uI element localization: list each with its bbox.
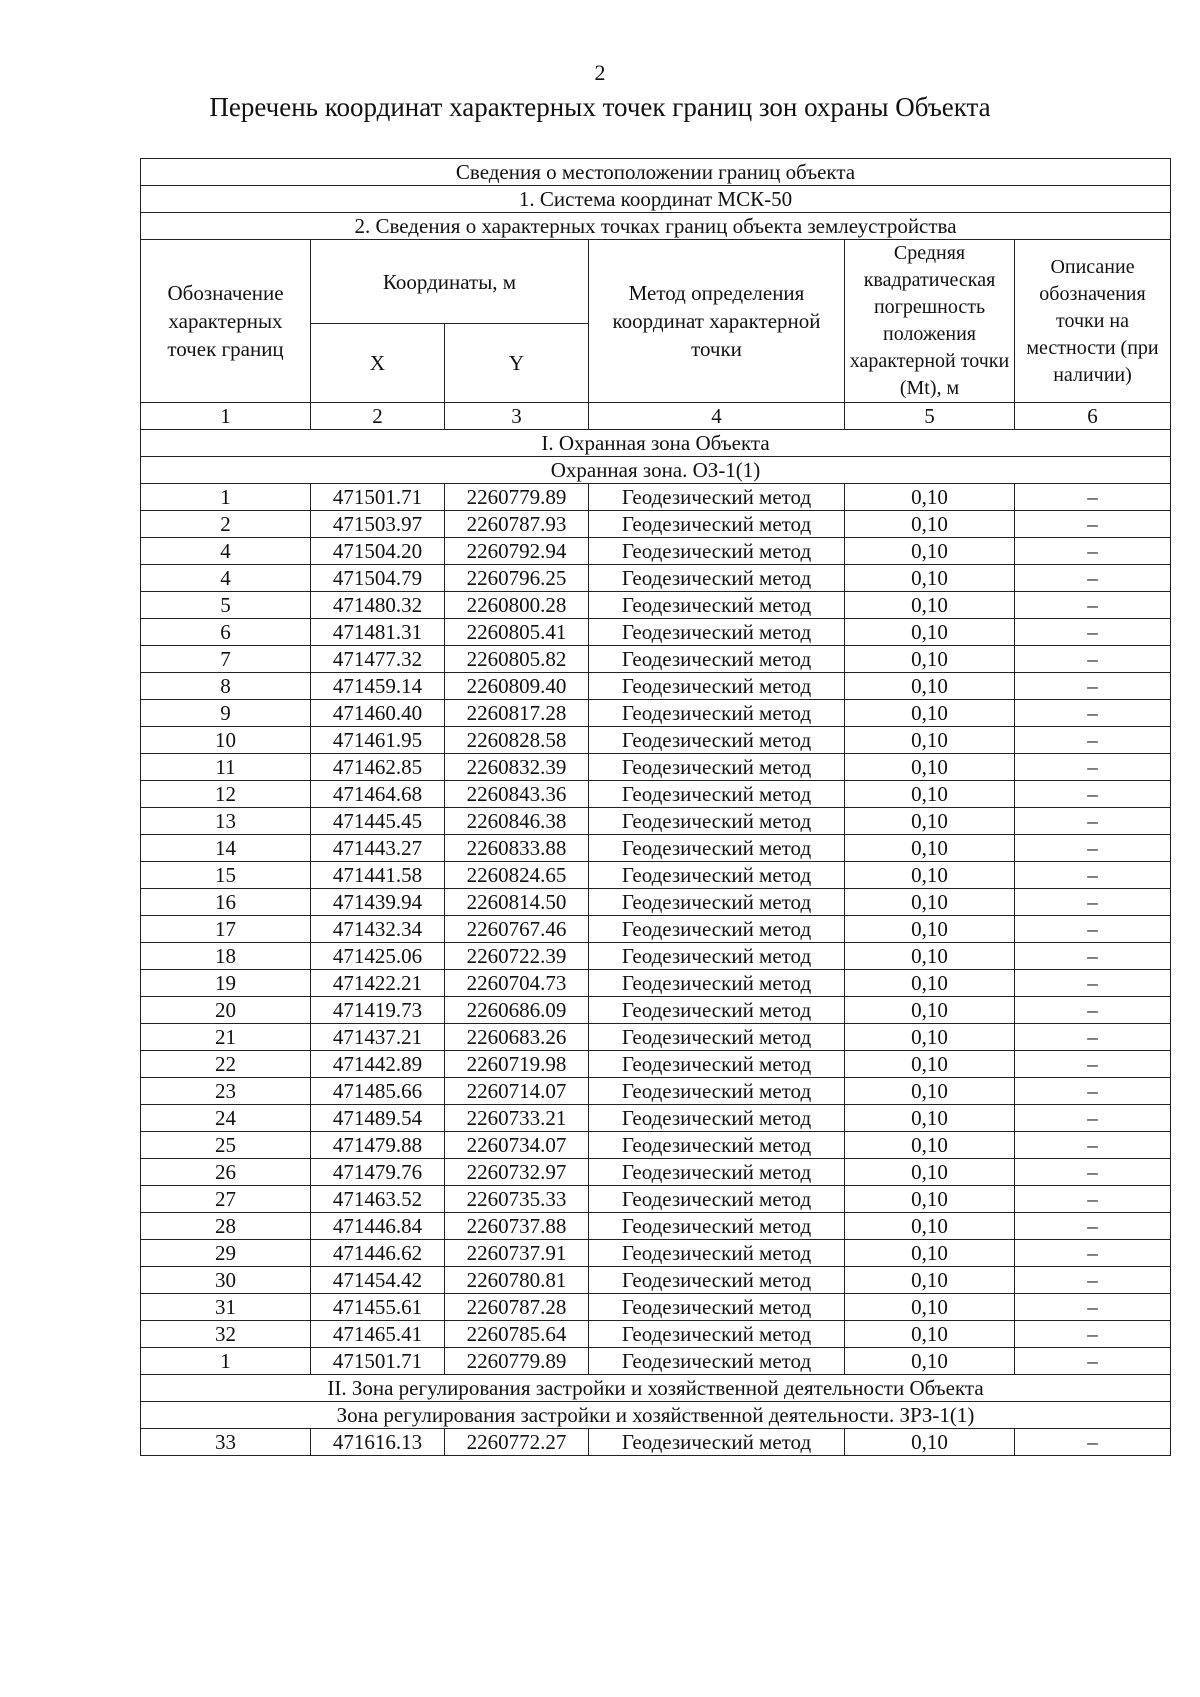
coordinate-x: 471504.79 [311,565,445,592]
description-cell: – [1015,646,1171,673]
coordinate-x: 471463.52 [311,1186,445,1213]
table-row [141,1078,1171,1105]
point-id: 27 [141,1186,311,1213]
mean-error-cell: 0,10 [845,727,1015,754]
table-row [141,943,1171,970]
point-id: 32 [141,1321,311,1348]
point-id: 17 [141,916,311,943]
table-row [141,997,1171,1024]
column-number: 2 [311,403,445,430]
coordinate-y: 2260796.25 [445,565,589,592]
table-row [141,619,1171,646]
coordinate-y: 2260737.91 [445,1240,589,1267]
coordinate-x: 471501.71 [311,484,445,511]
table-row [141,565,1171,592]
coordinate-y: 2260722.39 [445,943,589,970]
table-row [141,1024,1171,1051]
description-cell: – [1015,997,1171,1024]
description-cell: – [1015,1105,1171,1132]
mean-error-cell: 0,10 [845,511,1015,538]
point-id: 6 [141,619,311,646]
coordinate-x: 471489.54 [311,1105,445,1132]
point-id: 24 [141,1105,311,1132]
header-method: Метод определения координат характерной точки [589,240,845,403]
table-row [141,727,1171,754]
description-cell: – [1015,1429,1171,1456]
table-row [141,1132,1171,1159]
table-row [141,754,1171,781]
mean-error-cell: 0,10 [845,1132,1015,1159]
coordinate-y: 2260719.98 [445,1051,589,1078]
coordinate-x: 471504.20 [311,538,445,565]
coordinate-x: 471443.27 [311,835,445,862]
coordinate-y: 2260828.58 [445,727,589,754]
description-cell: – [1015,754,1171,781]
mean-error-cell: 0,10 [845,484,1015,511]
mean-error-cell: 0,10 [845,754,1015,781]
mean-error-cell: 0,10 [845,1024,1015,1051]
point-id: 4 [141,538,311,565]
mean-error-cell: 0,10 [845,1078,1015,1105]
header-y: Y [445,324,589,403]
table-row [141,700,1171,727]
coordinate-y: 2260785.64 [445,1321,589,1348]
coordinate-x: 471616.13 [311,1429,445,1456]
mean-error-cell: 0,10 [845,1213,1015,1240]
method-cell: Геодезический метод [589,997,845,1024]
coordinate-y: 2260805.41 [445,619,589,646]
table-row [141,673,1171,700]
table-row [141,646,1171,673]
method-cell: Геодезический метод [589,808,845,835]
point-id: 28 [141,1213,311,1240]
table-row [141,1267,1171,1294]
coordinate-y: 2260824.65 [445,862,589,889]
section-title: II. Зона регулирования застройки и хозяйственной деятельности Объекта [141,1375,1171,1402]
table-row [141,970,1171,997]
point-id: 10 [141,727,311,754]
page-number: 2 [594,60,606,85]
coordinate-x: 471460.40 [311,700,445,727]
method-cell: Геодезический метод [589,1078,845,1105]
coordinate-y: 2260714.07 [445,1078,589,1105]
table-row [141,1051,1171,1078]
method-cell: Геодезический метод [589,781,845,808]
table-row [141,916,1171,943]
mean-error-cell: 0,10 [845,1348,1015,1375]
method-cell: Геодезический метод [589,646,845,673]
table-row [141,484,1171,511]
mean-error-cell: 0,10 [845,619,1015,646]
mean-error-cell: 0,10 [845,1051,1015,1078]
table-row [141,1240,1171,1267]
coordinate-x: 471441.58 [311,862,445,889]
description-cell: – [1015,970,1171,997]
method-cell: Геодезический метод [589,565,845,592]
mean-error-cell: 0,10 [845,1186,1015,1213]
coordinate-y: 2260733.21 [445,1105,589,1132]
coordinate-x: 471442.89 [311,1051,445,1078]
section-title-row [141,430,1171,457]
point-id: 11 [141,754,311,781]
description-cell: – [1015,484,1171,511]
point-id: 5 [141,592,311,619]
coordinate-x: 471503.97 [311,511,445,538]
banner-points-info: 2. Сведения о характерных точках границ объекта землеустройства [141,213,1171,240]
point-id: 23 [141,1078,311,1105]
coordinate-y: 2260846.38 [445,808,589,835]
description-cell: – [1015,862,1171,889]
table-row [141,1321,1171,1348]
coordinate-x: 471465.41 [311,1321,445,1348]
coordinate-y: 2260792.94 [445,538,589,565]
description-cell: – [1015,808,1171,835]
point-id: 15 [141,862,311,889]
coordinate-x: 471432.34 [311,916,445,943]
method-cell: Геодезический метод [589,862,845,889]
description-cell: – [1015,1348,1171,1375]
table-row [141,1294,1171,1321]
mean-error-cell: 0,10 [845,592,1015,619]
coordinate-x: 471481.31 [311,619,445,646]
coordinate-x: 471445.45 [311,808,445,835]
description-cell: – [1015,565,1171,592]
section-title-row [141,1375,1171,1402]
column-number: 6 [1015,403,1171,430]
coordinate-y: 2260772.27 [445,1429,589,1456]
mean-error-cell: 0,10 [845,1159,1015,1186]
section-title: I. Охранная зона Объекта [141,430,1171,457]
table-row [141,511,1171,538]
coordinate-x: 471462.85 [311,754,445,781]
method-cell: Геодезический метод [589,1132,845,1159]
zone-title: Зона регулирования застройки и хозяйственной деятельности. ЗРЗ-1(1) [141,1402,1171,1429]
method-cell: Геодезический метод [589,1105,845,1132]
coordinate-x: 471501.71 [311,1348,445,1375]
description-cell: – [1015,700,1171,727]
description-cell: – [1015,1186,1171,1213]
method-cell: Геодезический метод [589,943,845,970]
method-cell: Геодезический метод [589,889,845,916]
method-cell: Геодезический метод [589,538,845,565]
coordinate-y: 2260732.97 [445,1159,589,1186]
coordinate-y: 2260832.39 [445,754,589,781]
coordinate-y: 2260767.46 [445,916,589,943]
coordinate-y: 2260787.28 [445,1294,589,1321]
coordinate-y: 2260833.88 [445,835,589,862]
description-cell: – [1015,1294,1171,1321]
coordinate-x: 471461.95 [311,727,445,754]
point-id: 33 [141,1429,311,1456]
description-cell: – [1015,1024,1171,1051]
coordinate-x: 471480.32 [311,592,445,619]
description-cell: – [1015,538,1171,565]
coordinate-x: 471425.06 [311,943,445,970]
coordinate-x: 471446.84 [311,1213,445,1240]
coordinate-y: 2260800.28 [445,592,589,619]
description-cell: – [1015,1078,1171,1105]
method-cell: Геодезический метод [589,1024,845,1051]
point-id: 8 [141,673,311,700]
point-id: 9 [141,700,311,727]
method-cell: Геодезический метод [589,916,845,943]
point-id: 12 [141,781,311,808]
table-row [141,1213,1171,1240]
mean-error-cell: 0,10 [845,700,1015,727]
mean-error-cell: 0,10 [845,808,1015,835]
header-point-designation: Обозначение характерных точек границ [141,240,311,403]
method-cell: Геодезический метод [589,619,845,646]
banner-coordinate-system: 1. Система координат МСК-50 [141,186,1171,213]
method-cell: Геодезический метод [589,484,845,511]
method-cell: Геодезический метод [589,1348,845,1375]
point-id: 20 [141,997,311,1024]
description-cell: – [1015,916,1171,943]
point-id: 2 [141,511,311,538]
method-cell: Геодезический метод [589,1213,845,1240]
description-cell: – [1015,1051,1171,1078]
method-cell: Геодезический метод [589,592,845,619]
column-number: 5 [845,403,1015,430]
table-row [141,1429,1171,1456]
table-row [141,781,1171,808]
coordinate-y: 2260814.50 [445,889,589,916]
point-id: 13 [141,808,311,835]
description-cell: – [1015,592,1171,619]
zone-title: Охранная зона. ОЗ-1(1) [141,457,1171,484]
column-number: 4 [589,403,845,430]
description-cell: – [1015,727,1171,754]
mean-error-cell: 0,10 [845,1267,1015,1294]
point-id: 1 [141,1348,311,1375]
method-cell: Геодезический метод [589,970,845,997]
method-cell: Геодезический метод [589,1186,845,1213]
point-id: 4 [141,565,311,592]
description-cell: – [1015,1159,1171,1186]
point-id: 26 [141,1159,311,1186]
coordinate-y: 2260686.09 [445,997,589,1024]
mean-error-cell: 0,10 [845,646,1015,673]
method-cell: Геодезический метод [589,1267,845,1294]
table-row [141,538,1171,565]
mean-error-cell: 0,10 [845,916,1015,943]
mean-error-cell: 0,10 [845,565,1015,592]
mean-error-cell: 0,10 [845,673,1015,700]
table-row [141,1348,1171,1375]
header-coordinates: Координаты, м [311,240,589,324]
mean-error-cell: 0,10 [845,1321,1015,1348]
description-cell: – [1015,835,1171,862]
coordinate-y: 2260779.89 [445,1348,589,1375]
coordinate-y: 2260817.28 [445,700,589,727]
method-cell: Геодезический метод [589,1429,845,1456]
header-mean-error: Средняя квадратическая погрешность положения характерной точки (Mt), м [845,240,1015,403]
method-cell: Геодезический метод [589,511,845,538]
description-cell: – [1015,1321,1171,1348]
method-cell: Геодезический метод [589,673,845,700]
coordinates-table [140,158,1171,1456]
coordinate-y: 2260809.40 [445,673,589,700]
table-row [141,808,1171,835]
method-cell: Геодезический метод [589,1321,845,1348]
mean-error-cell: 0,10 [845,1429,1015,1456]
point-id: 30 [141,1267,311,1294]
coordinate-y: 2260735.33 [445,1186,589,1213]
coordinate-x: 471437.21 [311,1024,445,1051]
coordinate-y: 2260734.07 [445,1132,589,1159]
description-cell: – [1015,511,1171,538]
mean-error-cell: 0,10 [845,1240,1015,1267]
header-description: Описание обозначения точки на местности (при наличии) [1015,240,1171,403]
banner-location-info: Сведения о местоположении границ объекта [141,159,1171,186]
point-id: 25 [141,1132,311,1159]
table-row [141,592,1171,619]
method-cell: Геодезический метод [589,727,845,754]
description-cell: – [1015,1240,1171,1267]
method-cell: Геодезический метод [589,1159,845,1186]
coordinate-x: 471464.68 [311,781,445,808]
coordinate-x: 471455.61 [311,1294,445,1321]
mean-error-cell: 0,10 [845,943,1015,970]
point-id: 16 [141,889,311,916]
table-row [141,1159,1171,1186]
method-cell: Геодезический метод [589,1240,845,1267]
description-cell: – [1015,673,1171,700]
coordinate-x: 471422.21 [311,970,445,997]
mean-error-cell: 0,10 [845,781,1015,808]
column-number: 3 [445,403,589,430]
description-cell: – [1015,889,1171,916]
point-id: 18 [141,943,311,970]
method-cell: Геодезический метод [589,1294,845,1321]
mean-error-cell: 0,10 [845,889,1015,916]
coordinate-x: 471477.32 [311,646,445,673]
mean-error-cell: 0,10 [845,538,1015,565]
method-cell: Геодезический метод [589,700,845,727]
coordinate-x: 471479.76 [311,1159,445,1186]
method-cell: Геодезический метод [589,1051,845,1078]
document-title: Перечень координат характерных точек границ зон охраны Объекта [209,92,991,122]
coordinate-x: 471446.62 [311,1240,445,1267]
table-row [141,1105,1171,1132]
mean-error-cell: 0,10 [845,862,1015,889]
description-cell: – [1015,619,1171,646]
coordinate-y: 2260787.93 [445,511,589,538]
description-cell: – [1015,1132,1171,1159]
method-cell: Геодезический метод [589,835,845,862]
point-id: 1 [141,484,311,511]
header-x: X [311,324,445,403]
mean-error-cell: 0,10 [845,1294,1015,1321]
method-cell: Геодезический метод [589,754,845,781]
coordinate-y: 2260704.73 [445,970,589,997]
point-id: 19 [141,970,311,997]
point-id: 31 [141,1294,311,1321]
column-number: 1 [141,403,311,430]
table-row [141,835,1171,862]
table-row [141,889,1171,916]
point-id: 22 [141,1051,311,1078]
mean-error-cell: 0,10 [845,997,1015,1024]
description-cell: – [1015,781,1171,808]
coordinate-x: 471485.66 [311,1078,445,1105]
table-row [141,1186,1171,1213]
coordinate-x: 471454.42 [311,1267,445,1294]
table-row [141,862,1171,889]
coordinate-y: 2260737.88 [445,1213,589,1240]
mean-error-cell: 0,10 [845,970,1015,997]
mean-error-cell: 0,10 [845,1105,1015,1132]
coordinate-y: 2260843.36 [445,781,589,808]
zone-title-row [141,1402,1171,1429]
point-id: 29 [141,1240,311,1267]
description-cell: – [1015,1267,1171,1294]
mean-error-cell: 0,10 [845,835,1015,862]
point-id: 14 [141,835,311,862]
coordinate-y: 2260780.81 [445,1267,589,1294]
coordinate-x: 471459.14 [311,673,445,700]
coordinate-x: 471479.88 [311,1132,445,1159]
point-id: 21 [141,1024,311,1051]
coordinate-y: 2260779.89 [445,484,589,511]
coordinate-x: 471419.73 [311,997,445,1024]
zone-title-row [141,457,1171,484]
coordinate-x: 471439.94 [311,889,445,916]
coordinate-y: 2260805.82 [445,646,589,673]
description-cell: – [1015,1213,1171,1240]
coordinate-y: 2260683.26 [445,1024,589,1051]
point-id: 7 [141,646,311,673]
description-cell: – [1015,943,1171,970]
